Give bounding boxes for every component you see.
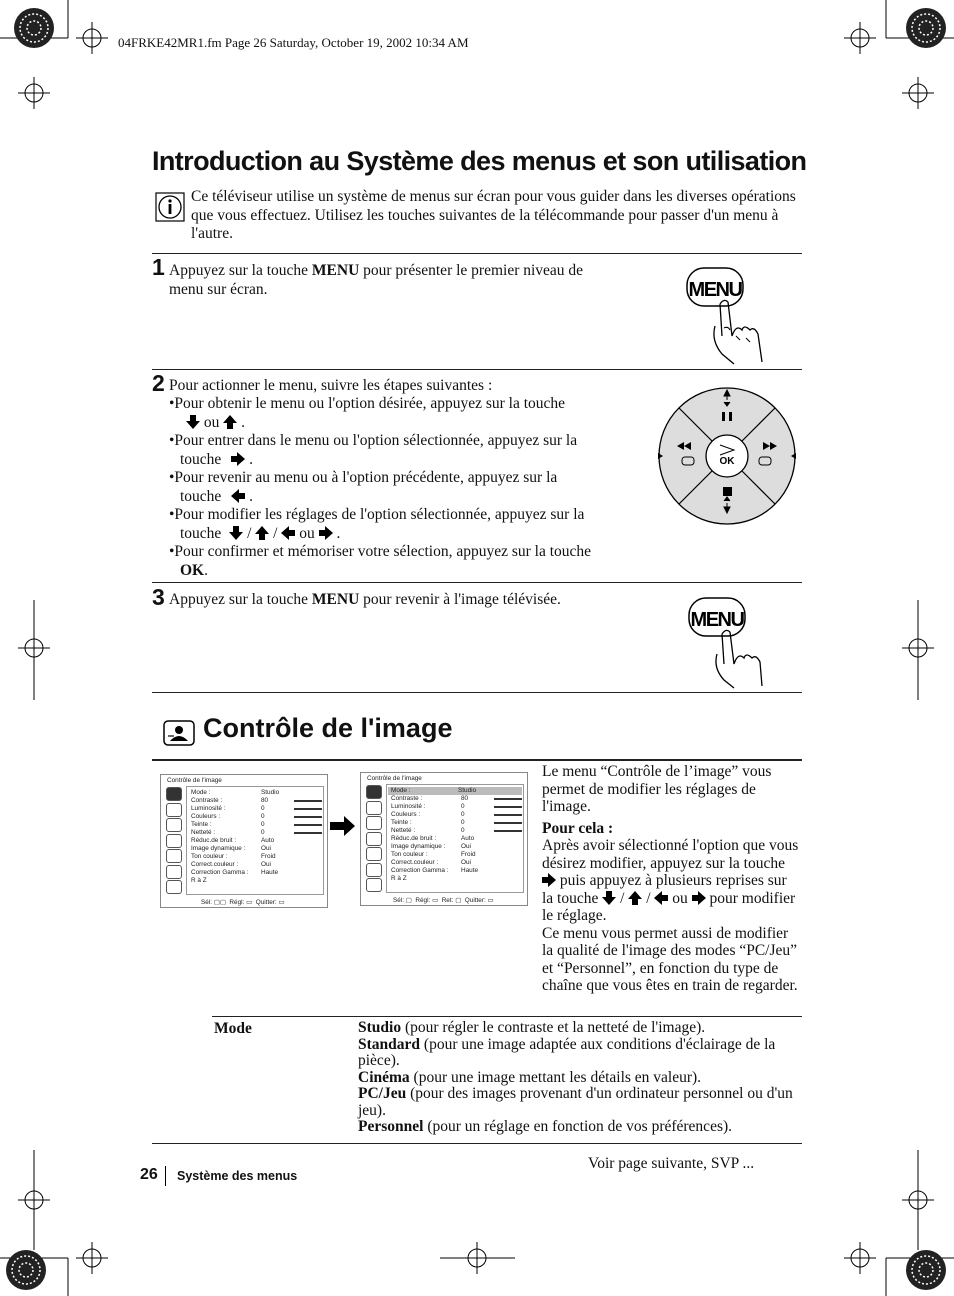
screen-panel xyxy=(386,784,524,893)
screen-title: Contrôle de l'image xyxy=(167,777,222,784)
mode-option-personnel: Personnel (pour un réglage en fonction de vos préférences). xyxy=(358,1118,733,1135)
page-title: Introduction au Système des menus et son utilisation xyxy=(152,146,807,176)
menu-button-label: MENU xyxy=(688,279,742,301)
transition-arrow-icon xyxy=(330,815,356,837)
channel-icon xyxy=(366,847,382,861)
mode-option-cinema: Cinéma (pour une image mettant les détails en valeur). xyxy=(358,1068,702,1086)
bullet-1: •Pour obtenir le menu ou l'option désirée, appuyez sur la touche ou . xyxy=(169,395,566,431)
intro-text: Ce téléviseur utilise un système de menus sur écran pour vous guider dans les diverses opérations que vous effectuez. Utilisez les touches suivantes de la télécommande pour passer d'un menu à l'autre. xyxy=(191,188,796,242)
divider xyxy=(152,582,802,583)
bullet-5: •Pour confirmer et mémoriser votre sélection, appuyez sur la touche OK. xyxy=(169,543,592,579)
info-icon xyxy=(155,192,185,222)
menu-button-hand-illustration xyxy=(686,596,766,690)
timer-icon xyxy=(166,818,182,832)
step-1-text: Appuyez sur la touche MENU pour présenter le premier niveau de menu sur écran. xyxy=(169,262,584,298)
bullet-3: •Pour revenir au menu ou à l'option précédente, appuyez sur la touche . xyxy=(169,469,558,505)
row-teinte: Teinte : 0 xyxy=(391,819,412,827)
arrow-left-icon xyxy=(281,526,295,540)
next-page-note: Voir page suivante, SVP ... xyxy=(588,1155,755,1172)
mode-option-standard: Standard (pour une image adaptée aux conditions d'éclairage de la pièce). xyxy=(358,1035,776,1069)
row-ton-couleur: Ton couleur : Froid xyxy=(391,851,476,858)
screen-icon-column xyxy=(364,784,384,892)
menu-screen-after xyxy=(360,772,528,906)
screen-footer: Sél: ▢▢ Régl: ▭ Quitter: ▭ xyxy=(201,899,285,906)
features-icon xyxy=(366,863,382,877)
picture-icon xyxy=(166,787,182,801)
menu-description: Le menu “Contrôle de l’image” vous permet de modifier les réglages de l'image. xyxy=(542,763,772,815)
arrow-right-icon xyxy=(231,452,245,466)
sound-icon xyxy=(366,801,382,815)
arrow-left-icon xyxy=(231,489,245,503)
instructions-paragraph: Après avoir sélectionné l'option que vous désirez modifier, appuyez sur la touche puis appuyez à plusieurs reprises sur la touche / / ou pour modifier le réglage. xyxy=(542,837,799,924)
arrow-right-icon xyxy=(692,891,706,905)
step-number-1: 1 xyxy=(152,254,165,280)
pour-cela-label: Pour cela : xyxy=(542,819,614,837)
menu-button-label: MENU xyxy=(690,609,744,631)
arrow-right-icon xyxy=(319,526,333,540)
row-r-a-z: R à Z xyxy=(191,877,207,884)
menu-button-hand-illustration xyxy=(684,266,764,366)
arrow-right-icon xyxy=(542,873,556,887)
step-3-text: Appuyez sur la touche MENU pour revenir à l'image télévisée. xyxy=(169,591,561,608)
mode-label: Mode xyxy=(214,1020,252,1037)
step-number-2: 2 xyxy=(152,370,165,396)
ok-label: OK xyxy=(719,456,735,467)
sound-icon xyxy=(166,803,182,817)
row-correction-gamma: Correction Gamma : Haute xyxy=(391,867,479,874)
row-ton-couleur: Ton couleur : Froid xyxy=(191,853,276,860)
menu-screen-before xyxy=(160,774,328,908)
setup-icon xyxy=(166,834,182,848)
section-title: Contrôle de l'image xyxy=(203,713,453,743)
picture-icon xyxy=(366,785,382,799)
file-header-line: 04FRKE42MR1.fm Page 26 Saturday, October 19, 2002 10:34 AM xyxy=(118,35,469,50)
row-couleurs: Couleurs : 0 xyxy=(391,811,420,819)
row-teinte: Teinte : 0 xyxy=(191,821,212,829)
arrow-up-icon xyxy=(255,526,269,540)
row-reduc-bruit: Réduc.de bruit : Auto xyxy=(191,837,275,844)
arrow-up-icon xyxy=(223,415,237,429)
arrow-down-icon xyxy=(602,891,616,905)
row-contraste: Contraste : 80 xyxy=(191,797,222,805)
row-nettete: Netteté : 0 xyxy=(191,829,215,837)
mode-option-pc-jeu: PC/Jeu (pour des images provenant d'un ordinateur personnel ou d'un jeu). xyxy=(358,1085,793,1119)
arrow-down-icon xyxy=(229,526,243,540)
row-correction-gamma: Correction Gamma : Haute xyxy=(191,869,279,876)
pc-icon xyxy=(366,878,382,892)
section-rule xyxy=(152,759,802,761)
mode-table-top-rule xyxy=(212,1016,802,1017)
picture-control-icon xyxy=(163,720,195,746)
setup-icon xyxy=(366,832,382,846)
screen-icon-column xyxy=(164,786,184,894)
screen-footer: Sél: ▢ Régl: ▭ Ret: ▢ Quitter: ▭ xyxy=(393,897,494,904)
row-image-dynamique: Image dynamique : Oui xyxy=(391,843,471,850)
row-r-a-z: R à Z xyxy=(391,875,407,882)
arrow-left-icon xyxy=(654,891,668,905)
features-icon xyxy=(166,865,182,879)
row-mode: Mode : Studio xyxy=(191,789,280,796)
step-number-3: 3 xyxy=(152,584,165,610)
screen-panel xyxy=(186,786,324,895)
step-2-text: Pour actionner le menu, suivre les étapes suivantes : xyxy=(169,377,493,394)
arrow-up-icon xyxy=(628,891,642,905)
row-correct-couleur: Correct.couleur : Oui xyxy=(191,861,271,868)
row-luminosite: Luminosité : 0 xyxy=(191,805,225,813)
footer-separator xyxy=(165,1166,166,1186)
modes-paragraph: Ce menu vous permet aussi de modifier la qualité de l'image des modes “PC/Jeu” et “Personnel”, en fonction du type de chaîne que vous êtes en train de regarder. xyxy=(542,924,798,994)
mode-options xyxy=(358,1020,802,1136)
row-correct-couleur: Correct.couleur : Oui xyxy=(391,859,471,866)
remote-dpad-illustration xyxy=(655,386,799,526)
row-couleurs: Couleurs : 0 xyxy=(191,813,220,821)
pc-icon xyxy=(166,880,182,894)
divider xyxy=(152,253,802,254)
divider xyxy=(152,369,802,370)
bullet-4: •Pour modifier les réglages de l'option sélectionnée, appuyez sur la touche / / ou . xyxy=(169,506,585,542)
right-description xyxy=(542,763,800,995)
divider xyxy=(152,1143,802,1144)
page-number: 26 xyxy=(140,1166,158,1183)
bullet-2: •Pour entrer dans le menu ou l'option sélectionnée, appuyez sur la touche . xyxy=(169,432,578,468)
footer-section-name: Système des menus xyxy=(177,1169,298,1183)
mode-option-studio: Studio (pour régler le contraste et la netteté de l'image). xyxy=(358,1019,706,1036)
row-contraste: Contraste : 80 xyxy=(391,795,422,803)
timer-icon xyxy=(366,816,382,830)
row-mode-selected: Mode : Studio xyxy=(388,787,522,795)
divider xyxy=(152,692,802,693)
screen-title: Contrôle de l'image xyxy=(367,775,422,782)
row-nettete: Netteté : 0 xyxy=(391,827,415,835)
row-image-dynamique: Image dynamique : Oui xyxy=(191,845,271,852)
row-luminosite: Luminosité : 0 xyxy=(391,803,425,811)
arrow-down-icon xyxy=(186,415,200,429)
channel-icon xyxy=(166,849,182,863)
row-reduc-bruit: Réduc.de bruit : Auto xyxy=(391,835,475,842)
